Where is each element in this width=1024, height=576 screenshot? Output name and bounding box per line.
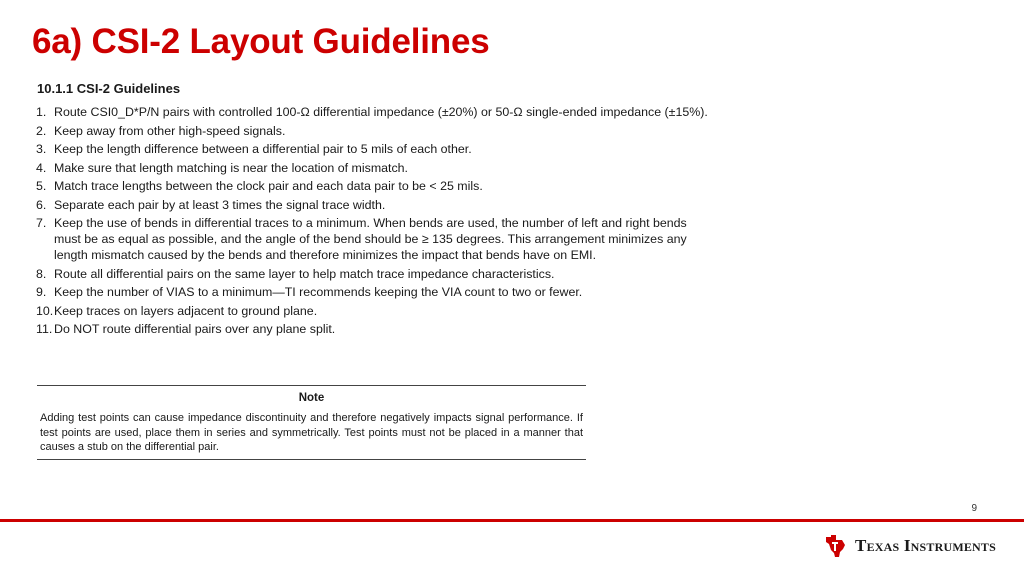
guideline-number: 5. xyxy=(36,179,47,193)
guideline-text: Keep the length difference between a differential pair to 5 mils of each other. xyxy=(54,142,472,156)
guideline-text: Match trace lengths between the clock pair and each data pair to be < 25 mils. xyxy=(54,179,483,193)
brand-name: Texas Instruments xyxy=(855,536,996,555)
guideline-number: 9. xyxy=(36,285,47,300)
guideline-item xyxy=(36,123,716,139)
guideline-number: 11. xyxy=(36,322,53,337)
guideline-number: 6. xyxy=(36,197,47,212)
guideline-number: 2. xyxy=(36,123,47,138)
note-title: Note xyxy=(298,392,325,404)
guideline-text: Keep away from other high-speed signals. xyxy=(54,123,286,138)
guideline-item xyxy=(36,178,716,194)
section-heading: 10.1.1 CSI-2 Guidelines xyxy=(37,81,181,96)
guideline-text: Keep the number of VIAS to a minimum—TI recommends keeping the VIA count to two or fewer. xyxy=(54,285,583,300)
guideline-item xyxy=(36,303,716,319)
guideline-text: Separate each pair by at least 3 times the signal trace width. xyxy=(54,197,386,212)
guideline-number: 8. xyxy=(36,266,47,281)
guideline-list xyxy=(36,104,716,340)
guideline-number: 10. xyxy=(36,303,54,318)
page-number: 9 xyxy=(971,503,977,514)
guideline-text: Make sure that length matching is near the location of mismatch. xyxy=(54,160,408,175)
guideline-number: 1. xyxy=(36,105,47,119)
guideline-item xyxy=(36,215,716,264)
guideline-item xyxy=(36,266,716,282)
guideline-item xyxy=(36,197,716,213)
guideline-text: Route CSI0_D*P/N pairs with controlled 100-Ω differential impedance (±20%) or 50-Ω single-ended impedance (±15%). xyxy=(54,105,708,119)
brand-logo xyxy=(823,533,996,559)
guideline-item xyxy=(36,104,716,120)
guideline-text: Route all differential pairs on the same layer to help match trace impedance characteristics. xyxy=(54,266,555,281)
guideline-item xyxy=(36,284,716,300)
footer-divider xyxy=(0,519,1024,522)
ti-logo-icon xyxy=(823,533,849,559)
note-block xyxy=(37,385,586,460)
guideline-item xyxy=(36,321,716,337)
guideline-text: Do NOT route differential pairs over any plane split. xyxy=(54,322,336,337)
guideline-text: Keep the use of bends in differential traces to a minimum. When bends are used, the number of left and right bends must be as equal as possible, and the angle of the bend should be ≥ 135 degrees. This arrangement minimizes any length mismatch caused by the bends and therefore minimizes the impact that bends have on EMI. xyxy=(54,216,687,263)
note-text: Adding test points can cause impedance discontinuity and therefore negatively impacts signal performance. If test points are used, place them in series and symmetrically. Test points must not be placed in a manner that causes a stub on the differential pair. xyxy=(40,412,583,454)
guideline-number: 3. xyxy=(36,142,47,156)
guideline-number: 4. xyxy=(36,160,47,175)
guideline-item xyxy=(36,141,716,157)
guideline-number: 7. xyxy=(36,216,47,230)
guideline-item xyxy=(36,160,716,176)
guideline-text: Keep traces on layers adjacent to ground plane. xyxy=(54,303,318,318)
slide-title: 6a) CSI-2 Layout Guidelines xyxy=(32,22,490,61)
